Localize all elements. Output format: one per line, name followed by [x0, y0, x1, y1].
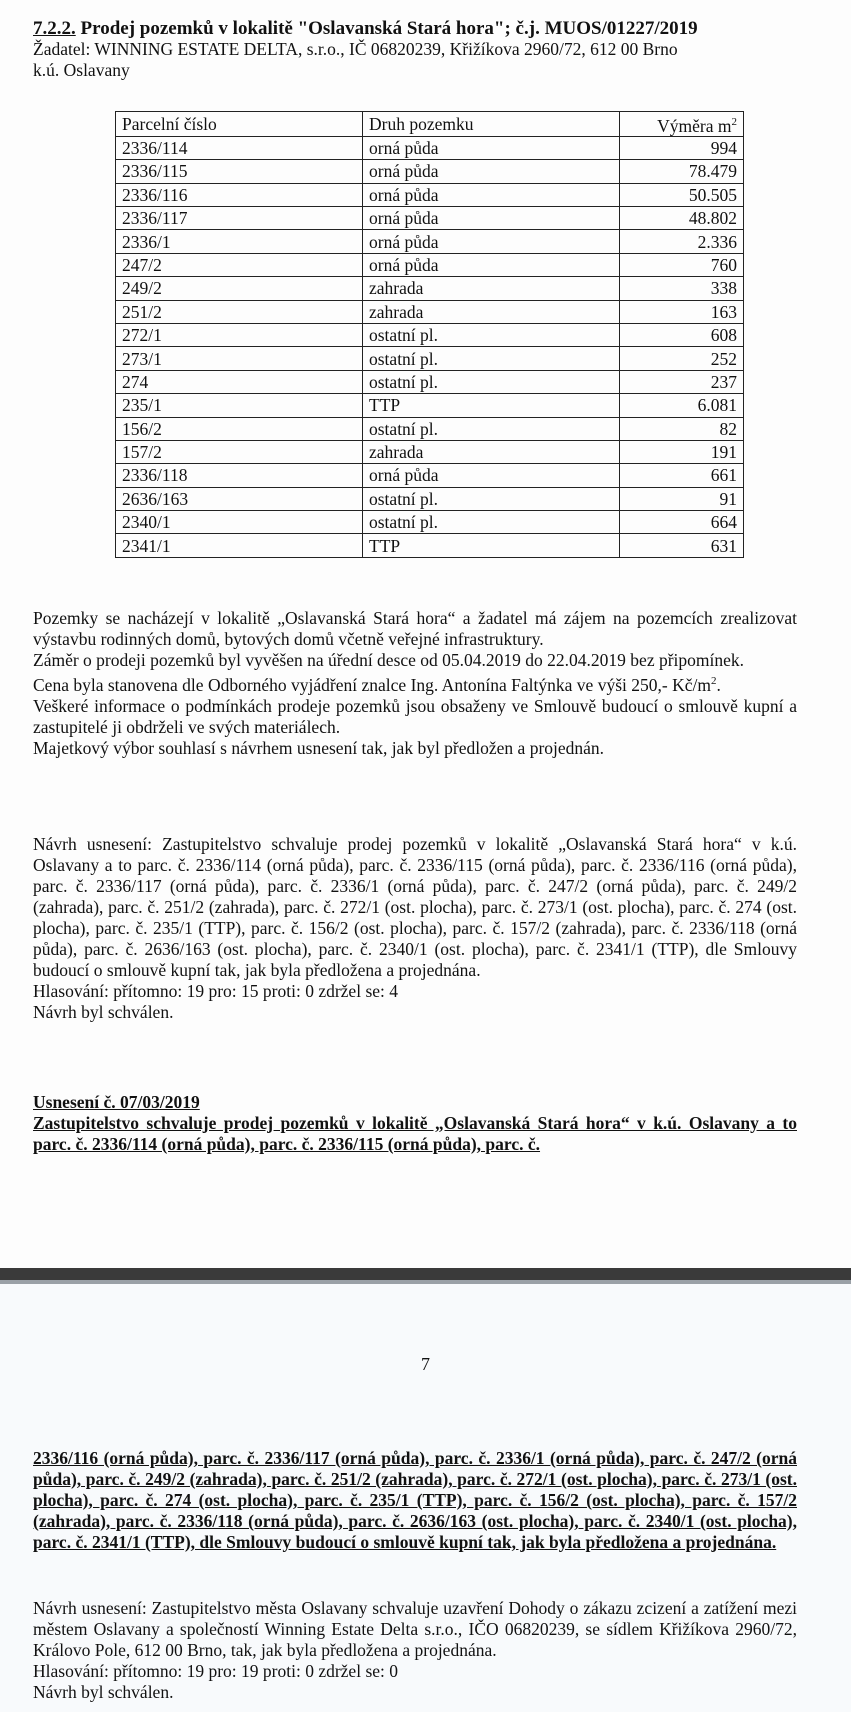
- vote-line: Hlasování: přítomno: 19 pro: 19 proti: 0 zdržel se: 0: [33, 1661, 399, 1681]
- table-row: [116, 464, 744, 487]
- resolution-text: Zastupitelstvo schvaluje prodej pozemků v lokalitě „Oslavanská Stará hora“ v k.ú. Oslavany a to parc. č. 2336/114 (orná půda), parc. č. 2336/115 (orná půda), parc. č.: [33, 1113, 797, 1154]
- land-type-cell: orná půda: [363, 253, 620, 276]
- area-cell: 252: [620, 347, 744, 370]
- land-type-cell: zahrada: [363, 300, 620, 323]
- resolution-title: Usnesení č. 07/03/2019: [33, 1092, 200, 1112]
- heading-block: [33, 18, 797, 81]
- section-title-text: Prodej pozemků v lokalitě "Oslavanská Stará hora"; č.j. MUOS/01227/2019: [75, 18, 698, 39]
- table-row: [116, 440, 744, 463]
- area-cell: 82: [620, 417, 744, 440]
- land-type-cell: ostatní pl.: [363, 417, 620, 440]
- area-cell: 237: [620, 370, 744, 393]
- area-cell: 163: [620, 300, 744, 323]
- land-type-cell: TTP: [363, 534, 620, 557]
- parcel-number-cell: 2336/114: [116, 136, 363, 159]
- proposal-block-1: [33, 834, 797, 1023]
- parcel-number-cell: 247/2: [116, 253, 363, 276]
- parcel-number-cell: 157/2: [116, 440, 363, 463]
- land-type-cell: zahrada: [363, 277, 620, 300]
- land-type-cell: ostatní pl.: [363, 370, 620, 393]
- table-body: [116, 136, 744, 557]
- description-paragraph: Pozemky se nacházejí v lokalitě „Oslavanská Stará hora“ a žadatel má zájem na pozemcích zrealizovat výstavbu rodinných domů, bytových domů včetně veřejné infrastruktury.: [33, 608, 797, 649]
- parcel-number-cell: 2636/163: [116, 487, 363, 510]
- parcel-table: [115, 111, 744, 558]
- page-number: 7: [421, 1354, 430, 1374]
- price-text: Cena byla stanovena dle Odborného vyjádření znalce Ing. Antonína Faltýnka ve výši 250,- Kč/m: [33, 674, 711, 695]
- table-row: [116, 370, 744, 393]
- price-paragraph: [33, 671, 797, 696]
- table-row: [116, 394, 744, 417]
- land-type-cell: orná půda: [363, 230, 620, 253]
- area-cell: 338: [620, 277, 744, 300]
- land-type-cell: ostatní pl.: [363, 323, 620, 346]
- page-separator: [0, 1268, 851, 1284]
- land-type-cell: ostatní pl.: [363, 511, 620, 534]
- area-cell: 760: [620, 253, 744, 276]
- parcel-number-cell: 2341/1: [116, 534, 363, 557]
- section-title: [33, 18, 797, 39]
- committee-paragraph: Majetkový výbor souhlasí s návrhem usnesení tak, jak byl předložen a projednán.: [33, 737, 605, 758]
- table-row: [116, 277, 744, 300]
- price-unit-exponent: 2: [710, 675, 717, 687]
- area-cell: 48.802: [620, 207, 744, 230]
- table-row: [116, 230, 744, 253]
- resolution-block-2: [33, 1448, 797, 1553]
- table-row: [116, 300, 744, 323]
- area-cell: 91: [620, 487, 744, 510]
- area-cell: 608: [620, 323, 744, 346]
- proposal-text: Návrh usnesení: Zastupitelstvo schvaluje prodej pozemků v lokalitě „Oslavanská Stará hora“ v k.ú. Oslavany a to parc. č. 2336/114 (orná půda), parc. č. 2336/115 (orná půda), parc. č. 2336/116 (orná půda), parc. č. 2336/117 (orná půda), parc. č. 2336/1 (orná půda), parc. č. 247/2 (orná půda), parc. č. 249/2 (zahrada), parc. č. 251/2 (zahrada), parc. č. 272/1 (ost. plocha), parc. č. 273/1 (ost. plocha), parc. č. 274 (ost. plocha), parc. č. 235/1 (TTP), parc. č. 156/2 (ost. plocha), parc. č. 157/2 (zahrada), parc. č. 2336/118 (orná půda), parc. č. 2636/163 (ost. plocha), parc. č. 2340/1 (ost. plocha), parc. č. 2341/1 (TTP), dle Smlouvy budoucí o smlouvě kupní tak, jak byla předložena a projednána.: [33, 834, 797, 980]
- parcel-number-cell: 2336/116: [116, 183, 363, 206]
- table-row: [116, 347, 744, 370]
- cadastre-line: k.ú. Oslavany: [33, 60, 130, 80]
- table-row: [116, 136, 744, 159]
- land-type-cell: zahrada: [363, 440, 620, 463]
- table-row: [116, 534, 744, 557]
- table-row: [116, 323, 744, 346]
- table-row: [116, 417, 744, 440]
- area-cell: 50.505: [620, 183, 744, 206]
- header-area: [620, 112, 744, 137]
- table-row: [116, 487, 744, 510]
- table-row: [116, 511, 744, 534]
- resolution-text-continued: 2336/116 (orná půda), parc. č. 2336/117 (orná půda), parc. č. 2336/1 (orná půda), parc. č. 247/2 (orná půda), parc. č. 249/2 (zahrada), parc. č. 251/2 (zahrada), parc. č. 272/1 (ost. plocha), parc. č. 273/1 (ost. plocha), parc. č. 274 (ost. plocha), parc. č. 235/1 (TTP), parc. č. 156/2 (ost. plocha), parc. č. 157/2 (zahrada), parc. č. 2336/118 (orná půda), parc. č. 2636/163 (ost. plocha), parc. č. 2340/1 (ost. plocha), parc. č. 2341/1 (TTP), dle Smlouvy budoucí o smlouvě kupní tak, jak byla předložena a projednána.: [33, 1448, 797, 1552]
- vote-line: Hlasování: přítomno: 19 pro: 15 proti: 0 zdržel se: 4: [33, 981, 399, 1001]
- proposal-text: Návrh usnesení: Zastupitelstvo města Oslavany schvaluje uzavření Dohody o zákazu zcizení a zatížení mezi městem Oslavany a společností Winning Estate Delta s.r.o., IČO 06820239, se sídlem Křižíkova 2960/72, Královo Pole, 612 00 Brno, tak, jak byla předložena a projednána.: [33, 1598, 797, 1660]
- area-cell: 631: [620, 534, 744, 557]
- parcel-number-cell: 249/2: [116, 277, 363, 300]
- header-area-unit-exponent: 2: [731, 116, 737, 128]
- resolution-block-1: [33, 1092, 797, 1155]
- land-type-cell: orná půda: [363, 136, 620, 159]
- table-row: [116, 253, 744, 276]
- table-row: [116, 160, 744, 183]
- parcel-number-cell: 272/1: [116, 323, 363, 346]
- area-cell: 78.479: [620, 160, 744, 183]
- parcel-number-cell: 2336/118: [116, 464, 363, 487]
- table-row: [116, 207, 744, 230]
- parcel-number-cell: 2340/1: [116, 511, 363, 534]
- area-cell: 191: [620, 440, 744, 463]
- header-parcel-number: Parcelní číslo: [116, 112, 363, 137]
- land-type-cell: orná půda: [363, 207, 620, 230]
- result-line: Návrh byl schválen.: [33, 1682, 174, 1702]
- land-type-cell: TTP: [363, 394, 620, 417]
- notice-paragraph: Záměr o prodeji pozemků byl vyvěšen na úřední desce od 05.04.2019 do 22.04.2019 bez připomínek.: [33, 650, 745, 670]
- result-line: Návrh byl schválen.: [33, 1002, 174, 1022]
- header-land-type: Druh pozemku: [363, 112, 620, 137]
- area-cell: 994: [620, 136, 744, 159]
- land-type-cell: orná půda: [363, 183, 620, 206]
- price-text-end: .: [716, 674, 721, 695]
- area-cell: 661: [620, 464, 744, 487]
- applicant-line: Žadatel: WINNING ESTATE DELTA, s.r.o., IČ 06820239, Křižíkova 2960/72, 612 00 Brno: [33, 39, 678, 59]
- parcel-number-cell: 2336/117: [116, 207, 363, 230]
- land-type-cell: orná půda: [363, 464, 620, 487]
- land-type-cell: orná půda: [363, 160, 620, 183]
- parcel-number-cell: 273/1: [116, 347, 363, 370]
- parcel-number-cell: 156/2: [116, 417, 363, 440]
- area-cell: 6.081: [620, 394, 744, 417]
- area-cell: 2.336: [620, 230, 744, 253]
- parcel-number-cell: 235/1: [116, 394, 363, 417]
- contract-paragraph: Veškeré informace o podmínkách prodeje pozemků jsou obsaženy ve Smlouvě budoucí o smlouvě kupní a zastupitelé ji obdrželi ve svých materiálech.: [33, 695, 797, 737]
- parcel-number-cell: 274: [116, 370, 363, 393]
- proposal-block-2: [33, 1598, 797, 1703]
- parcel-number-cell: 251/2: [116, 300, 363, 323]
- header-area-label: Výměra m: [657, 115, 732, 136]
- area-cell: 664: [620, 511, 744, 534]
- parcel-number-cell: 2336/1: [116, 230, 363, 253]
- land-type-cell: ostatní pl.: [363, 487, 620, 510]
- land-type-cell: ostatní pl.: [363, 347, 620, 370]
- section-number: 7.2.2.: [33, 18, 76, 39]
- parcel-number-cell: 2336/115: [116, 160, 363, 183]
- table-header-row: [116, 112, 744, 137]
- description-block: [33, 608, 797, 759]
- table-row: [116, 183, 744, 206]
